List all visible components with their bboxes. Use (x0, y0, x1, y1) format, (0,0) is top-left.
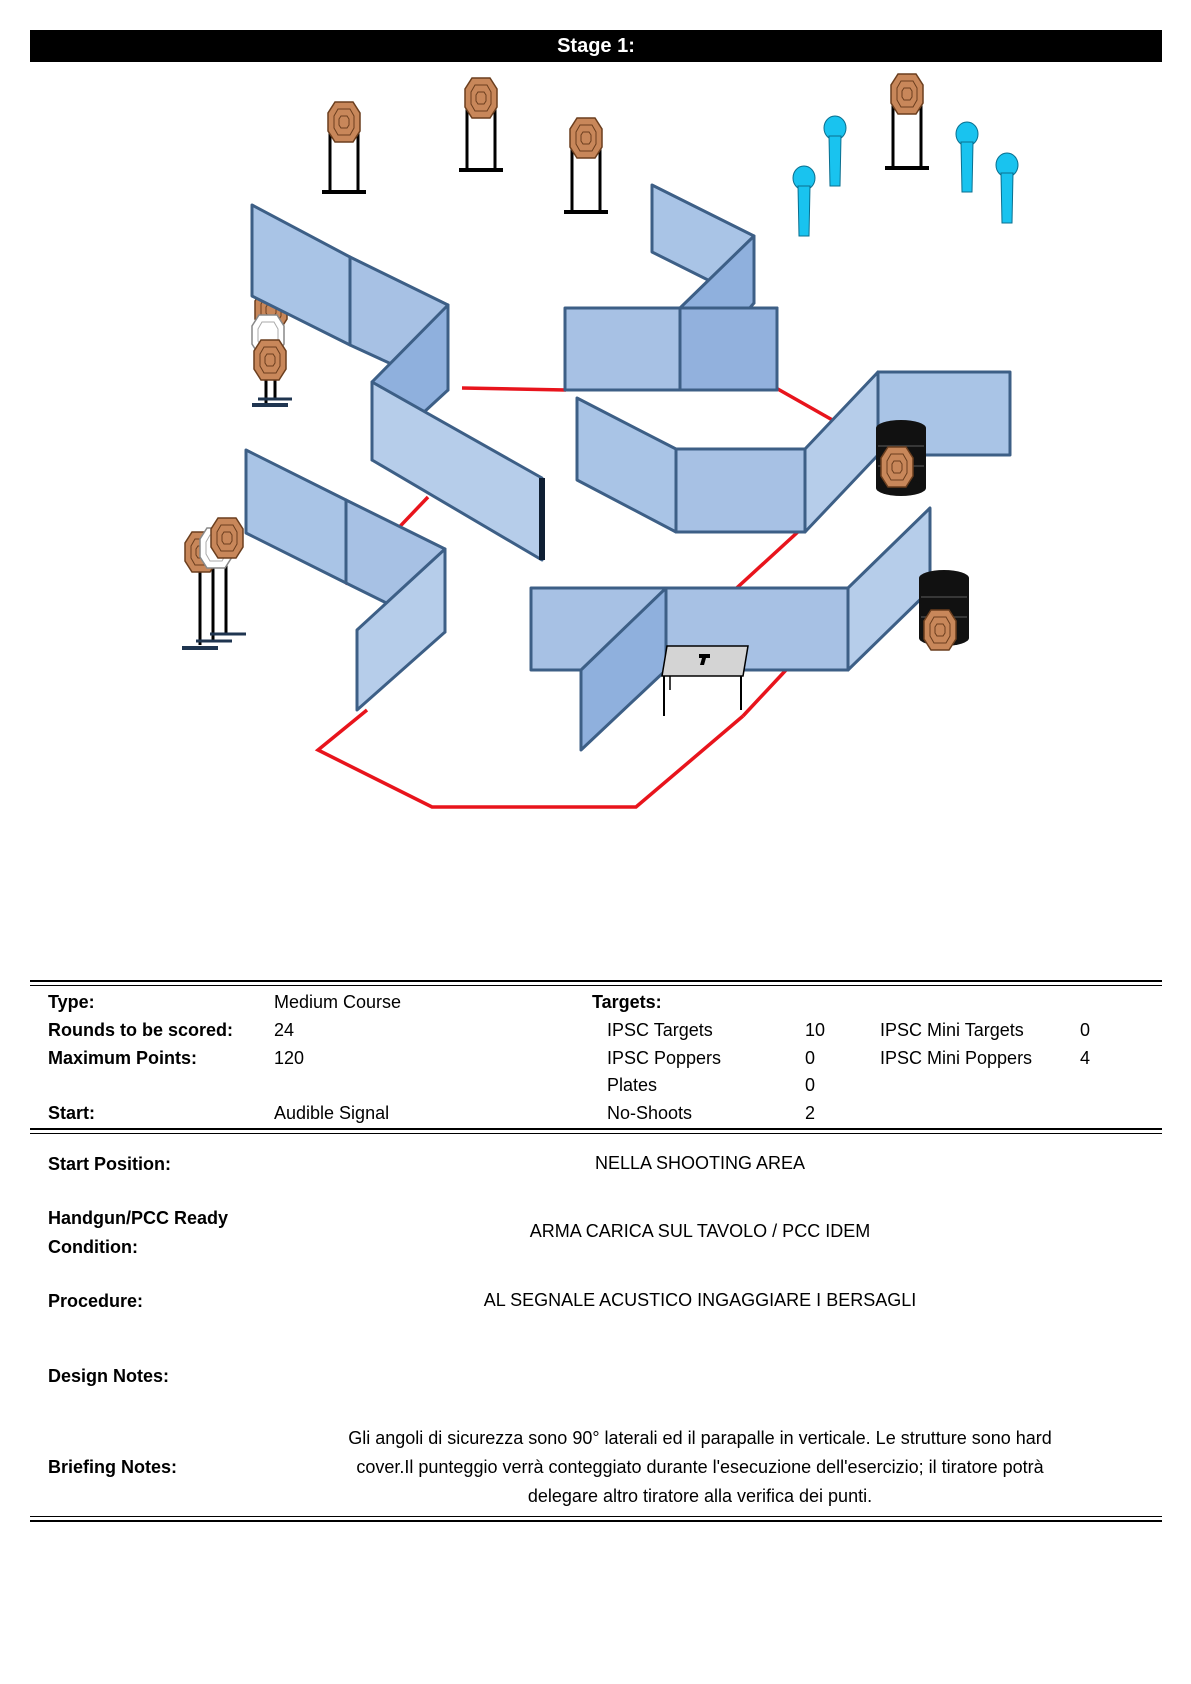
barrel-target-right-upper (876, 420, 926, 496)
ipsc-target (322, 102, 366, 192)
procedure-label: Procedure: (48, 1291, 144, 1311)
stage-title: Stage 1: (557, 35, 635, 57)
target-type-label: IPSC Mini Targets (880, 1020, 1024, 1040)
briefing-notes-line: Gli angoli di sicurezza sono 90° laterali ed il parapalle in verticale. Le strutture sono hard (348, 1428, 1052, 1448)
type-value: Medium Course (274, 992, 402, 1012)
target-type-count: 0 (805, 1075, 816, 1095)
table-top-rule (30, 980, 1162, 982)
target-type-count: 0 (1080, 1020, 1091, 1040)
max-points-label: Maximum Points: (48, 1048, 198, 1068)
table-top-rule-thin (30, 985, 1162, 986)
ready-condition-value: ARMA CARICA SUL TAVOLO / PCC IDEM (529, 1221, 871, 1241)
ipsc-target (885, 74, 929, 168)
ipsc-target (459, 78, 503, 170)
briefing-notes-line: cover.Il punteggio verrà conteggiato durante l'esecuzione dell'esercizio; il tiratore potrà (356, 1457, 1044, 1477)
info-divider-rule (30, 1128, 1162, 1130)
info-divider-rule-thin (30, 1133, 1162, 1134)
target-type-label: Plates (607, 1075, 658, 1095)
table-bottom-rule (30, 1520, 1162, 1522)
start-position-value: NELLA SHOOTING AREA (594, 1153, 806, 1173)
stage-diagram (0, 62, 1191, 942)
target-type-count: 10 (805, 1020, 826, 1040)
rounds-label: Rounds to be scored: (48, 1020, 234, 1040)
mini-popper (824, 116, 846, 186)
design-notes-label: Design Notes: (48, 1366, 170, 1386)
ready-condition-label-line1: Handgun/PCC Ready (48, 1208, 229, 1228)
target-type-label: IPSC Mini Poppers (880, 1048, 1033, 1068)
table-bottom-rule-thin (30, 1516, 1162, 1517)
max-points-value: 120 (274, 1048, 305, 1068)
ipsc-target (564, 118, 608, 212)
start-label: Start: (48, 1103, 96, 1123)
ipsc-target-cluster-lower (182, 518, 246, 648)
rounds-value: 24 (274, 1020, 295, 1040)
target-type-label: No-Shoots (607, 1103, 693, 1123)
targets-heading: Targets: (592, 992, 662, 1012)
start-position-label: Start Position: (48, 1154, 172, 1174)
mini-popper (956, 122, 978, 192)
briefing-notes-line: delegare altro tiratore alla verifica dei punti. (527, 1486, 873, 1506)
procedure-value: AL SEGNALE ACUSTICO INGAGGIARE I BERSAGLI (483, 1290, 917, 1310)
start-table (662, 646, 748, 716)
type-label: Type: (48, 992, 95, 1012)
target-type-label: IPSC Targets (607, 1020, 713, 1040)
target-type-count: 2 (805, 1103, 816, 1123)
barrel-target-right-lower (919, 570, 969, 650)
stage-title-bar (30, 30, 1162, 62)
target-type-label: IPSC Poppers (607, 1048, 722, 1068)
target-type-count: 0 (805, 1048, 816, 1068)
ready-condition-label-line2: Condition: (48, 1237, 138, 1257)
mini-popper (793, 166, 815, 236)
mini-popper (996, 153, 1018, 223)
target-type-count: 4 (1080, 1048, 1091, 1068)
briefing-notes-label: Briefing Notes: (48, 1457, 178, 1477)
start-value: Audible Signal (274, 1103, 390, 1123)
